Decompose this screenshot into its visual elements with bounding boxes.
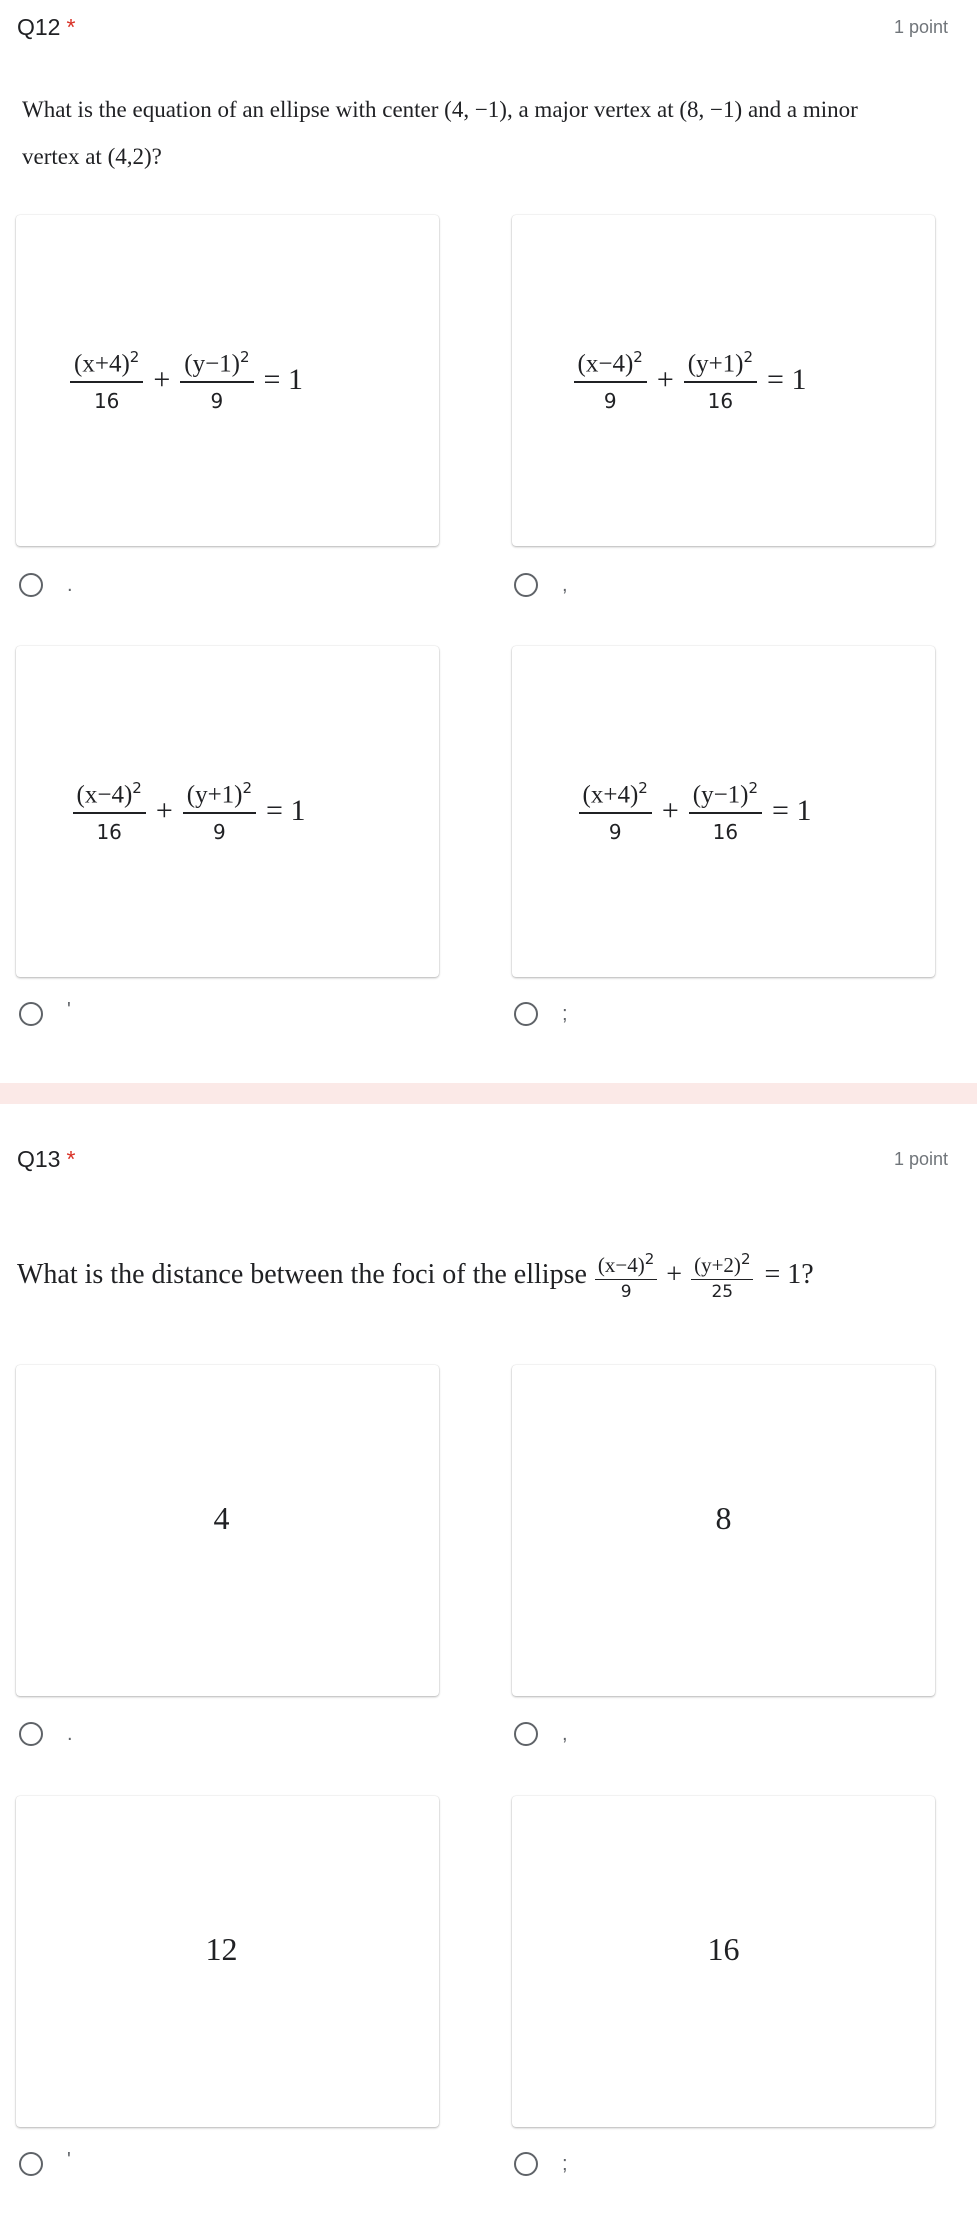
option-equation: $\frac{(x-4)^2}{9}$ + $\frac{(y+1)^2}{16}$ = 1 bbox=[570, 348, 813, 412]
option-equation: $\frac{(x+4)^2}{16}$ + $\frac{(y-1)^2}{9}$ = 1 bbox=[66, 348, 309, 412]
fraction-y: $\frac{(y+2)^2}{25}$ bbox=[691, 1246, 753, 1304]
option-mark-b: , bbox=[562, 1723, 568, 1745]
option-mark-c: ' bbox=[67, 999, 71, 1021]
option-equation: $\frac{(x+4)^2}{9}$ + $\frac{(y-1)^2}{16}$ = 1 bbox=[575, 779, 818, 843]
option-value: 16 bbox=[707, 1930, 740, 1967]
option-mark-d: ; bbox=[562, 2153, 568, 2175]
question-title bbox=[17, 14, 75, 41]
fraction-x: $\frac{(x-4)^2}{9}$ bbox=[595, 1246, 657, 1304]
question-text: What is the distance between the foci of the ellipse $\frac{(x-4)^2}{9}$ + $\frac{(y+2)^2}{25}$ = 1? bbox=[17, 1246, 814, 1304]
option-card-d[interactable] bbox=[512, 646, 935, 977]
option-card-b[interactable] bbox=[512, 1365, 935, 1696]
option-mark-c: ' bbox=[67, 2149, 71, 2171]
option-value: 12 bbox=[205, 1930, 238, 1967]
required-asterisk: * bbox=[66, 14, 76, 40]
question-title bbox=[17, 1146, 75, 1173]
option-card-a[interactable] bbox=[16, 1365, 439, 1696]
question-points: 1 point bbox=[893, 17, 948, 37]
option-radio-a[interactable] bbox=[19, 573, 43, 597]
question-number: Q12 bbox=[17, 14, 61, 40]
option-radio-b[interactable] bbox=[514, 1722, 538, 1746]
option-radio-c[interactable] bbox=[19, 2152, 43, 2176]
option-radio-c[interactable] bbox=[19, 1002, 43, 1026]
question-number: Q13 bbox=[17, 1146, 61, 1172]
center-point: (4, −1), bbox=[444, 97, 513, 122]
major-vertex-point: (8, −1) bbox=[679, 97, 743, 122]
option-mark-d: ; bbox=[562, 1003, 568, 1025]
question-points: 1 point bbox=[893, 1149, 948, 1169]
option-mark-b: , bbox=[562, 574, 568, 596]
option-value: 8 bbox=[715, 1499, 732, 1536]
option-radio-d[interactable] bbox=[514, 1002, 538, 1026]
section-divider bbox=[0, 1083, 977, 1104]
option-card-b[interactable] bbox=[512, 215, 935, 546]
question-text: What is the equation of an ellipse with center (4, −1), a major vertex at (8, −1) and a minor bbox=[22, 97, 858, 122]
option-card-c[interactable] bbox=[16, 646, 439, 977]
option-card-d[interactable] bbox=[512, 1796, 935, 2127]
option-mark-a: . bbox=[67, 574, 73, 596]
option-equation: $\frac{(x-4)^2}{16}$ + $\frac{(y+1)^2}{9}$ = 1 bbox=[69, 779, 312, 843]
option-card-a[interactable] bbox=[16, 215, 439, 546]
required-asterisk: * bbox=[66, 1146, 76, 1172]
option-value: 4 bbox=[213, 1499, 230, 1536]
option-radio-b[interactable] bbox=[514, 573, 538, 597]
option-radio-a[interactable] bbox=[19, 1722, 43, 1746]
minor-vertex-point: (4,2)? bbox=[107, 144, 162, 169]
option-mark-a: . bbox=[67, 1723, 73, 1745]
option-card-c[interactable] bbox=[16, 1796, 439, 2127]
option-radio-d[interactable] bbox=[514, 2152, 538, 2176]
question-text-line2: vertex at (4,2)? bbox=[22, 144, 162, 169]
